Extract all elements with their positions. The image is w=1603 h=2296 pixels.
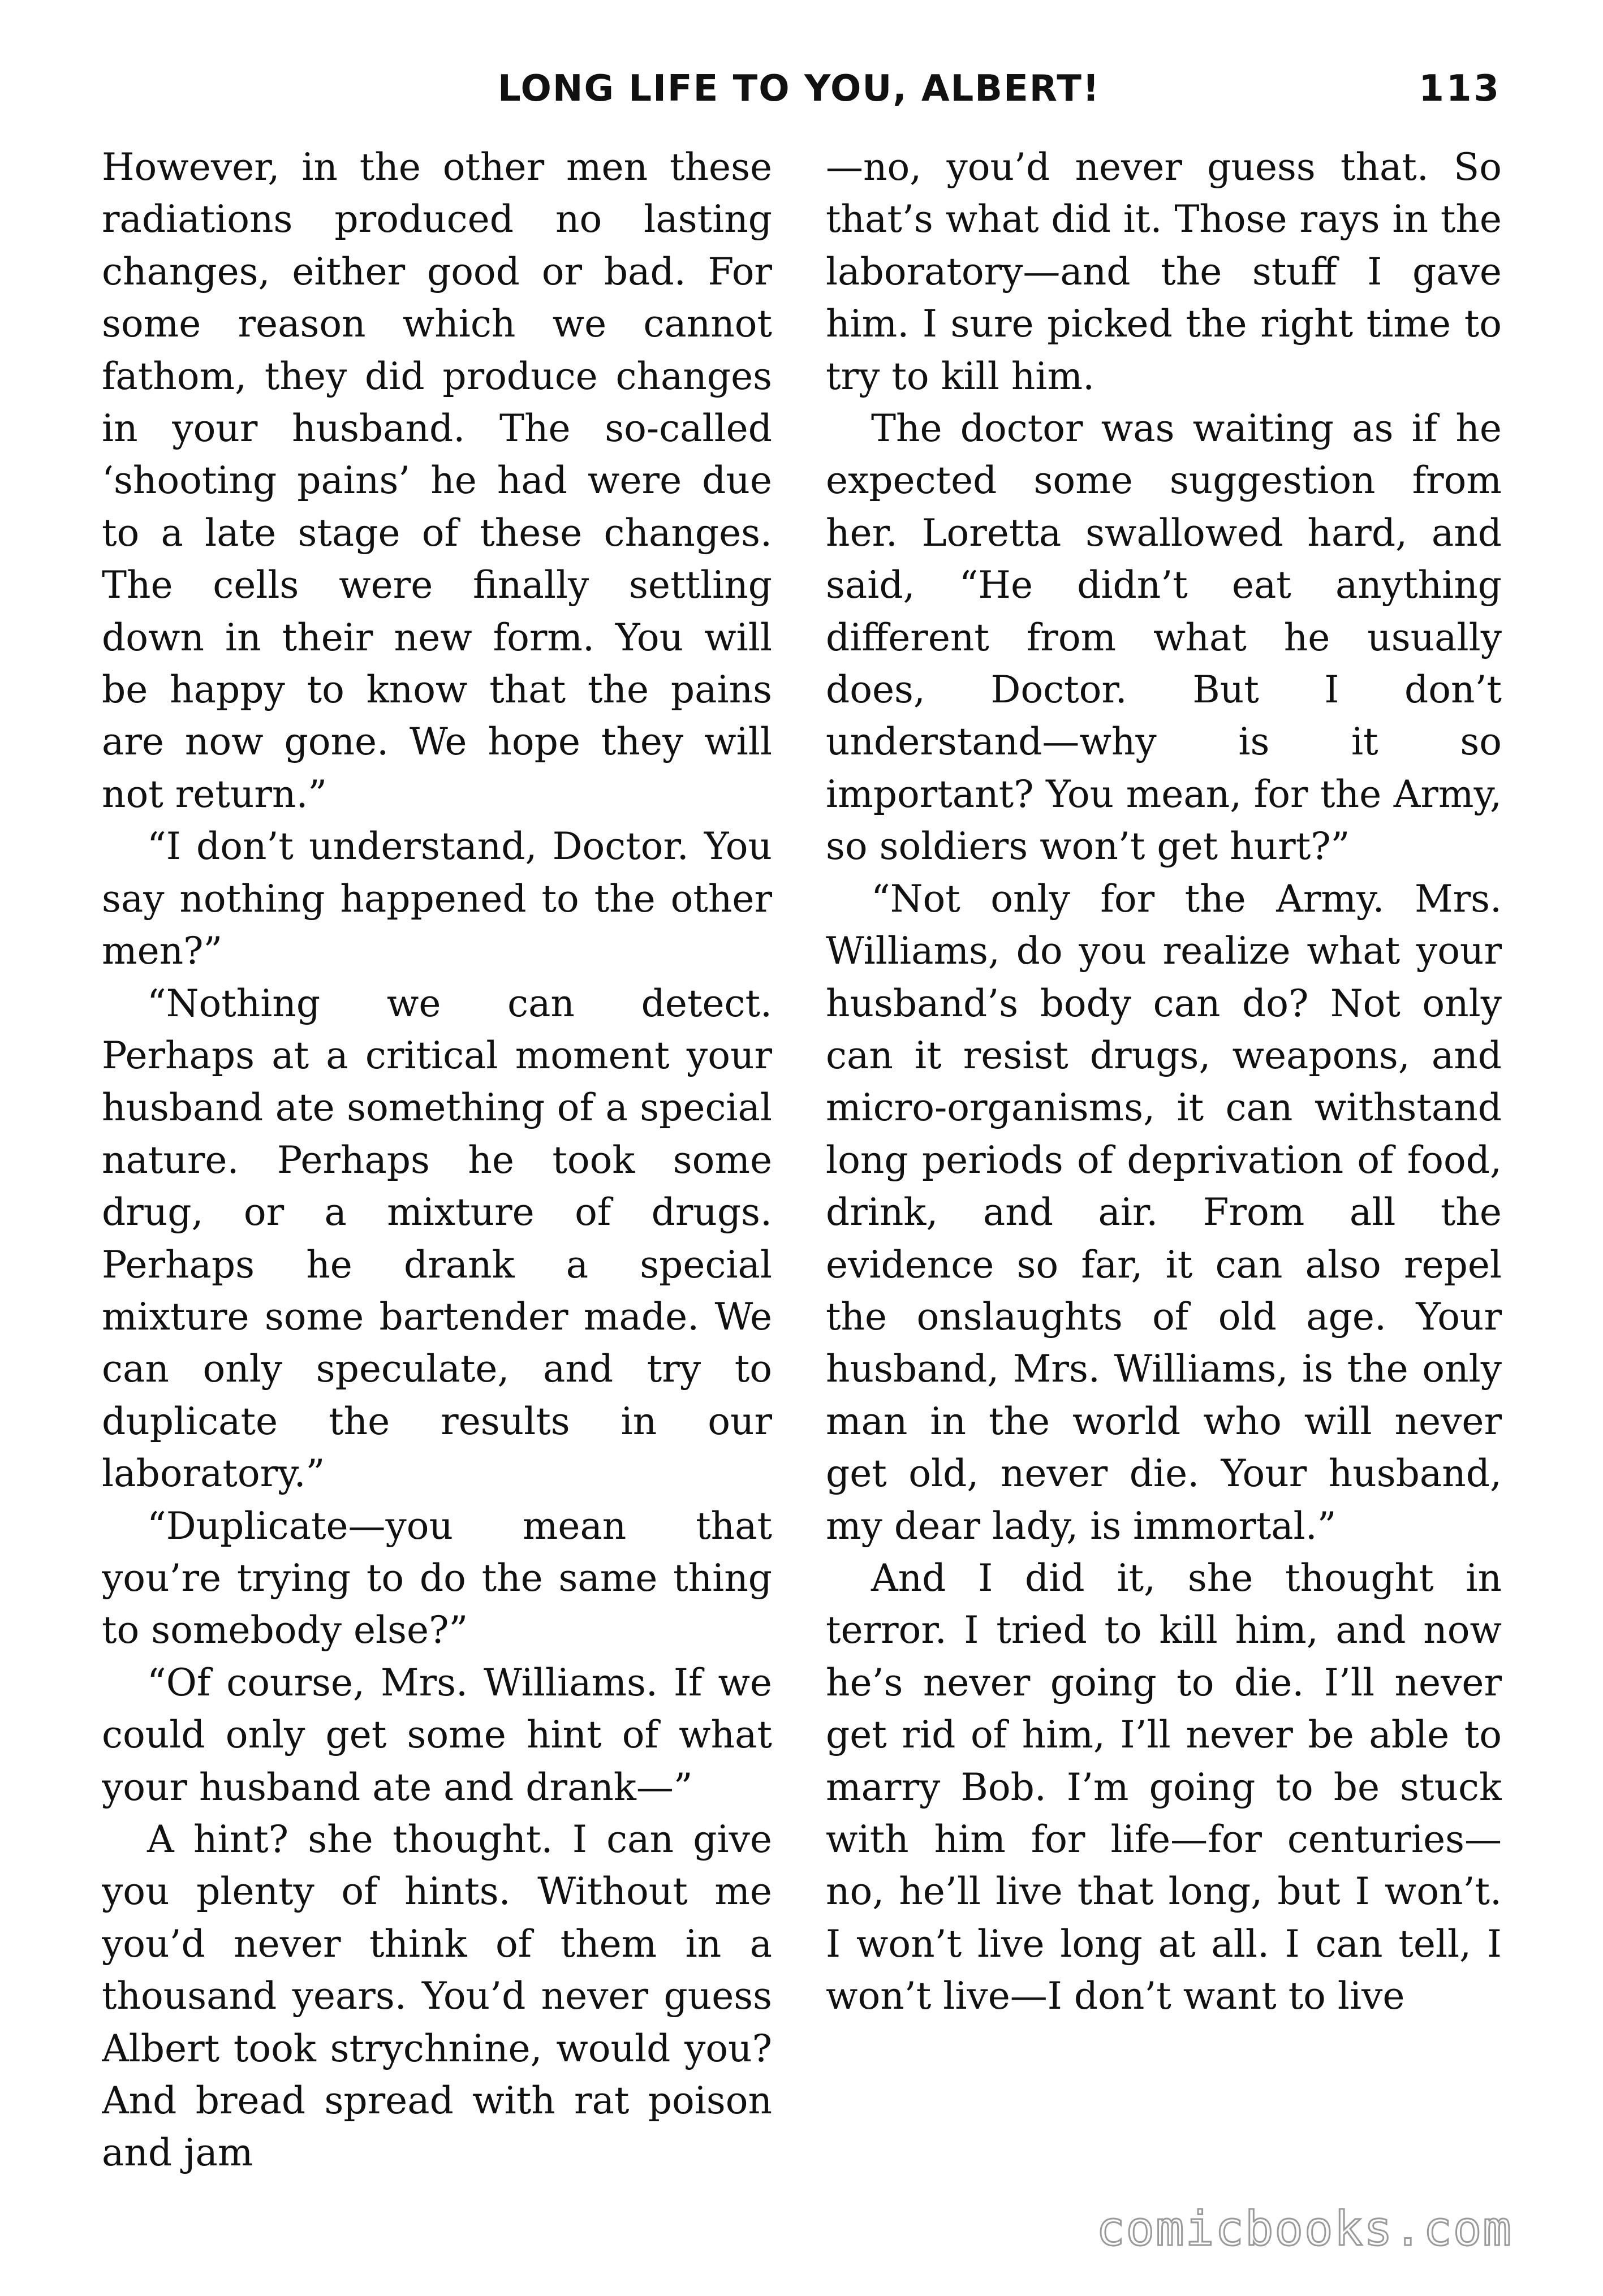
watermark: comicbooks.com bbox=[1096, 2201, 1512, 2256]
right-column bbox=[826, 141, 1502, 2222]
paragraph: And I did it, she thought in terror. I tried to kill him, and now he’s never going to die. I’ll never get rid of him, I’ll never be able to marry Bob. I’m going to be stuck with him for life—for centuries—no, he’ll live that long, but I won’t. I won’t live long at all. I can tell, I won’t live—I don’t want to live bbox=[826, 1556, 1502, 2018]
running-title: LONG LIFE TO YOU, ALBERT! bbox=[498, 68, 1101, 110]
paragraph: —no, you’d never guess that. So that’s what did it. Those rays in the laboratory—and the stuff I gave him. I sure picked the right time to try to kill him. bbox=[826, 145, 1502, 398]
paragraph: The doctor was waiting as if he expected some suggestion from her. Loretta swallowed hard, and said, “He didn’t eat anything different from what he usually does, Doctor. But I don’t understand—why is it so important? You mean, for the Army, so soldiers won’t get hurt?” bbox=[826, 407, 1502, 869]
paragraph: However, in the other men these radiations produced no lasting changes, either good or bad. For some reason which we cannot fathom, they did produce changes in your husband. The so-called ‘shooting pains’ he had were due to a late stage of these changes. The cells were finally settling down in their new form. You will be happy to know that the pains are now gone. We hope they will not return.” bbox=[102, 145, 772, 816]
page-header bbox=[0, 0, 1603, 147]
paragraph: “I don’t understand, Doctor. You say nothing happened to the other men?” bbox=[102, 825, 772, 973]
left-column bbox=[102, 141, 772, 2222]
paragraph: “Not only for the Army. Mrs. Williams, do you realize what your husband’s body can do? Not only can it resist drugs, weapons, and micro-organisms, it can withstand long periods of deprivation of food, drink, and air. From all the evidence so far, it can also repel the onslaughts of old age. Your husband, Mrs. Williams, is the only man in the world who will never get old, never die. Your husband, my dear lady, is immortal.” bbox=[826, 877, 1502, 1548]
paragraph: “Of course, Mrs. Williams. If we could only get some hint of what your husband ate and drank—” bbox=[102, 1660, 772, 1809]
page-number: 113 bbox=[1419, 68, 1501, 110]
paragraph: A hint? she thought. I can give you plenty of hints. Without me you’d never think of them in a thousand years. You’d never guess Albert took strychnine, would you? And bread spread with rat poison and jam bbox=[102, 1818, 772, 2175]
paragraph: “Duplicate—you mean that you’re trying to do the same thing to somebody else?” bbox=[102, 1504, 772, 1652]
paragraph: “Nothing we can detect. Perhaps at a critical moment your husband ate something of a special nature. Perhaps he took some drug, or a mixture of drugs. Perhaps he drank a special mixture some bartender made. We can only speculate, and try to duplicate the results in our laboratory.” bbox=[102, 981, 772, 1496]
